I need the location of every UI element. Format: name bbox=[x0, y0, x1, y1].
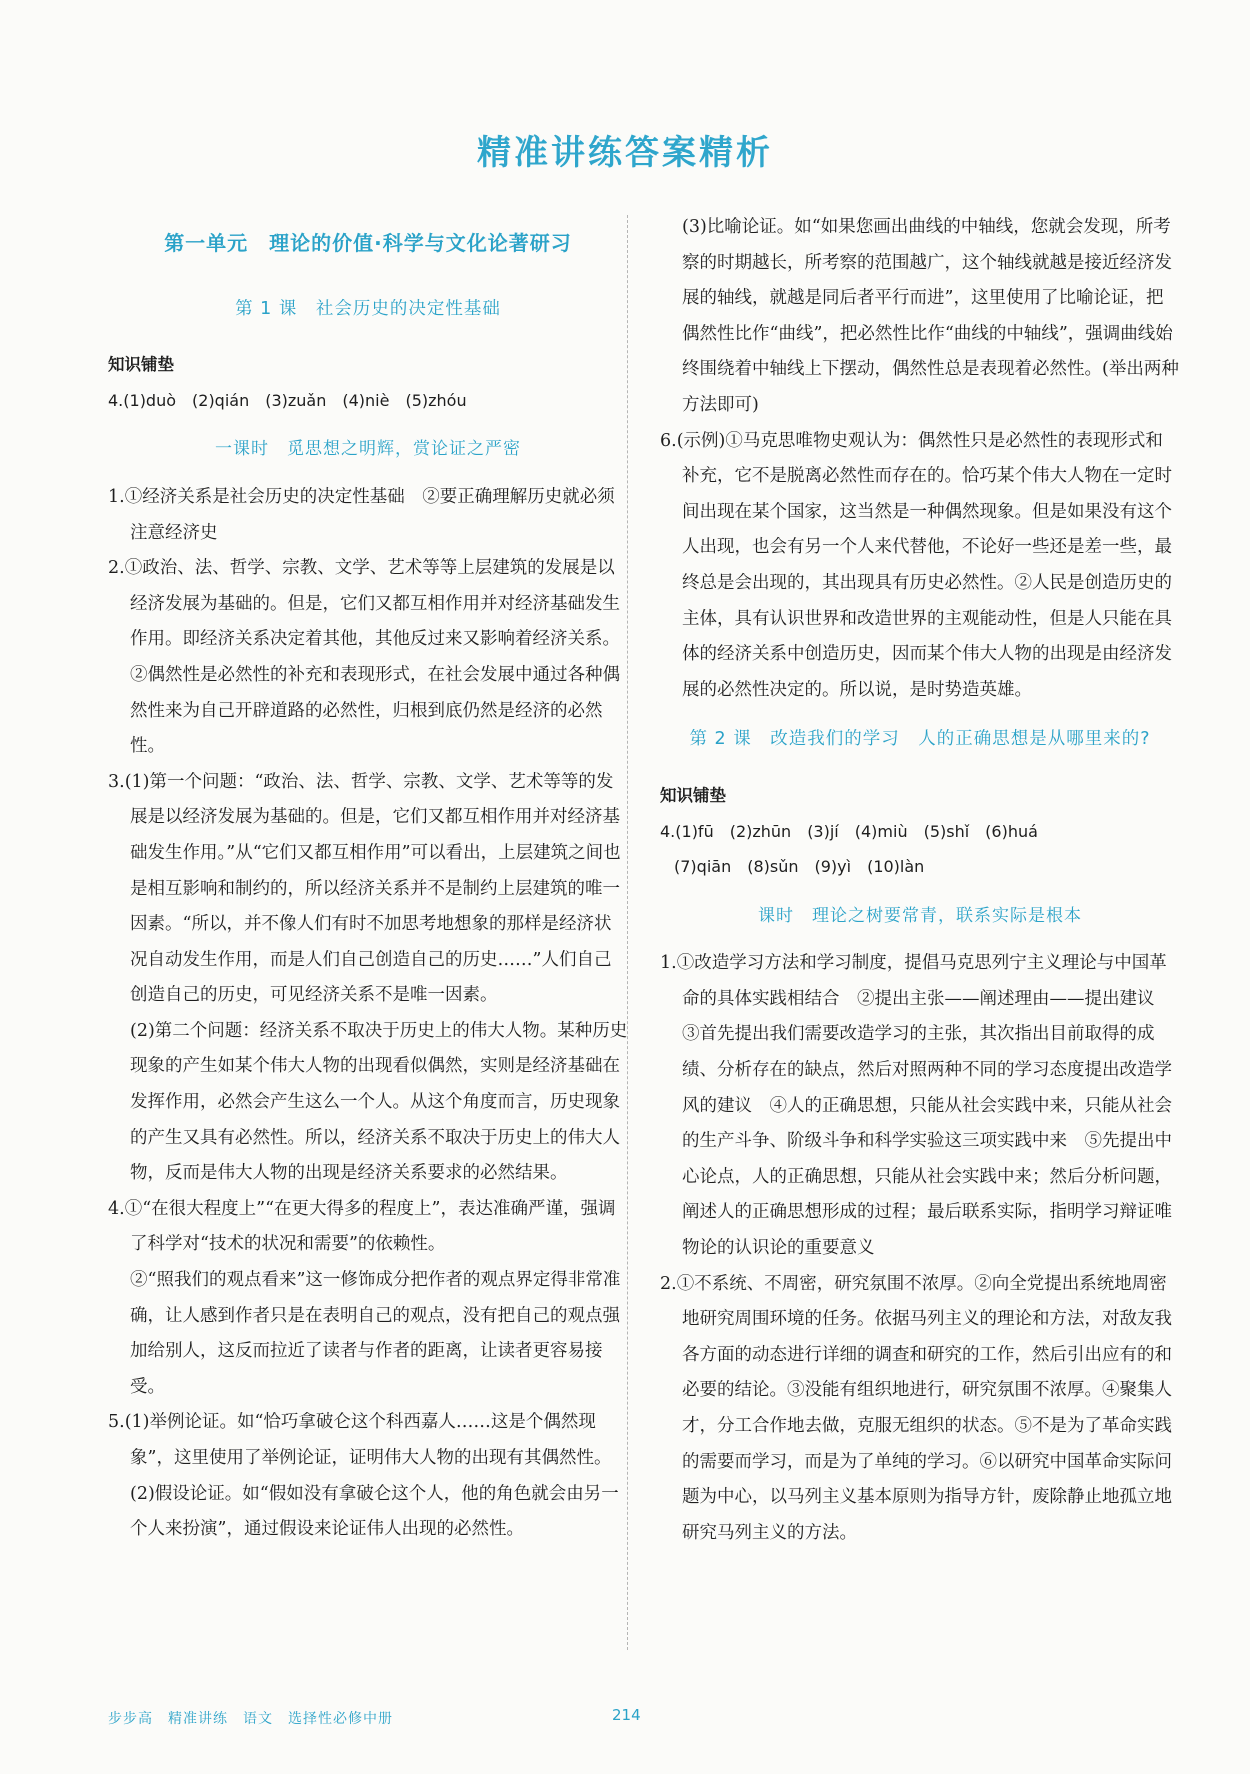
section-heading: 知识铺垫 bbox=[108, 355, 174, 375]
answer-item: 5.(1)举例论证。如“恰巧拿破仑这个科西嘉人……这是个偶然现象”，这里使用了举例论证，证明伟大人物的出现有其偶然性。 bbox=[108, 1412, 612, 1468]
pinyin-answers: 4.(1)fū (2)zhūn (3)jí (4)miù (5)shǐ (6)huá bbox=[660, 821, 1038, 841]
footer-text: 步步高 精准讲练 语文 选择性必修中册 bbox=[108, 1711, 393, 1727]
answer-item: 4.①“在很大程度上”“在更大得多的程度上”，表达准确严谨，强调了科学对“技术的状况和需要”的依赖性。 bbox=[108, 1198, 616, 1255]
unit-title: 第一单元 理论的价值·科学与文化论著研习 bbox=[164, 231, 572, 255]
pinyin-answers: 4.(1)duò (2)qián (3)zuǎn (4)niè (5)zhóu bbox=[108, 390, 467, 410]
answer-item: 3.(1)第一个问题：“政治、法、哲学、宗教、文学、艺术等等的发展是以经济发展为基础的。但是，它们又都互相作用并对经济基础发生作用。”从“它们又都互相作用”可以看出，上层建筑之间也是相互影响和制约的，所以经济关系并不是制约上层建筑的唯一因素。“所以，并不像人们有时不加思考地想象的那样是经济状况自动发生作用，而是人们自己创造自己的历史……”人们自己创造自己的历史，可见经济关系不是唯一因素。 bbox=[108, 771, 621, 1006]
answer-paragraph: (3)比喻论证。如“如果您画出曲线的中轴线，您就会发现，所考察的时期越长，所考察的范围越广，这个轴线就越是接近经济发展的轴线，就越是同后者平行而进”，这里使用了比喻论证，把偶然性比作“曲线”，把必然性比作“曲线的中轴线”，强调曲线始终围绕着中轴线上下摆动，偶然性总是表现着必然性。(举出两种方法即可) bbox=[682, 217, 1179, 415]
page-title: 精准讲练答案精析 bbox=[477, 133, 773, 173]
answer-item: 2.①政治、法、哲学、宗教、文学、艺术等等上层建筑的发展是以经济发展为基础的。但是，它们又都互相作用并对经济基础发生作用。即经济关系决定着其他，其他反过来又影响着经济关系。②偶然性是必然性的补充和表现形式，在社会发展中通过各种偶然性来为自己开辟道路的必然性，归根到底仍然是经济的必然性。 bbox=[108, 558, 620, 757]
answer-item: 1.①经济关系是社会历史的决定性基础 ②要正确理解历史就必须注意经济史 bbox=[108, 486, 615, 543]
answer-paragraph: (2)假设论证。如“假如没有拿破仑这个人，他的角色就会由另一个人来扮演”，通过假设来论证伟人出现的必然性。 bbox=[130, 1483, 619, 1540]
answer-paragraph: (2)第二个问题：经济关系不取决于历史上的伟大人物。某种历史现象的产生如某个伟大人物的出现看似偶然，实则是经济基础在发挥作用，必然会产生这么一个人。从这个角度而言，历史现象的产生又具有必然性。所以，经济关系不取决于历史上的伟大人物，反而是伟大人物的出现是经济关系要求的必然结果。 bbox=[130, 1020, 628, 1184]
lesson-title: 第 1 课 社会历史的决定性基础 bbox=[235, 298, 501, 319]
subsection-title: 课时 理论之树要常青，联系实际是根本 bbox=[758, 905, 1082, 926]
right-column bbox=[660, 210, 1180, 1551]
left-column bbox=[108, 210, 628, 1548]
answer-item: 6.(示例)①马克思唯物史观认为：偶然性只是必然性的表现形式和补充，它不是脱离必然性而存在的。恰巧某个伟大人物在一定时间出现在某个国家，这当然是一种偶然现象。但是如果没有这个人出现，也会有另一个人来代替他，不论好一些还是差一些，最终总是会出现的，其出现具有历史必然性。②人民是创造历史的主体，具有认识世界和改造世界的主观能动性，但是人只能在具体的经济关系中创造历史，因而某个伟大人物的出现是由经济发展的必然性决定的。所以说，是时势造英雄。 bbox=[660, 430, 1172, 700]
answer-item: 1.①改造学习方法和学习制度，提倡马克思列宁主义理论与中国革命的具体实践相结合 ②提出主张——阐述理由——提出建议 ③首先提出我们需要改造学习的主张，其次指出目前取得的成绩、分析存在的缺点，然后对照两种不同的学习态度提出改造学风的建议 ④人的正确思想，只能从社会实践中来，只能从社会的生产斗争、阶级斗争和科学实验这三项实践中来 ⑤先提出中心论点，人的正确思想，只能从社会实践中来；然后分析问题，阐述人的正确思想形成的过程；最后联系实际，指明学习辩证唯物论的认识论的重要意义 bbox=[660, 953, 1172, 1259]
subsection-title: 一课时 觅思想之明辉，赏论证之严密 bbox=[215, 439, 521, 460]
section-heading: 知识铺垫 bbox=[660, 785, 726, 805]
lesson-title: 第 2 课 改造我们的学习 人的正确思想是从哪里来的? bbox=[689, 729, 1151, 750]
answer-paragraph: ②“照我们的观点看来”这一修饰成分把作者的观点界定得非常准确，让人感到作者只是在表明自己的观点，没有把自己的观点强加给别人，这反而拉近了读者与作者的距离，让读者更容易接受。 bbox=[130, 1270, 621, 1397]
answer-item: 2.①不系统、不周密，研究氛围不浓厚。②向全党提出系统地周密地研究周围环境的任务。依据马列主义的理论和方法，对敌友我各方面的动态进行详细的调查和研究的工作，然后引出应有的和必要的结论。③没能有组织地进行，研究氛围不浓厚。④聚集人才，分工合作地去做，克服无组织的状态。⑤不是为了革命实践的需要而学习，而是为了单纯的学习。⑥以研究中国革命实际问题为中心，以马列主义基本原则为指导方针，废除静止地孤立地研究马列主义的方法。 bbox=[660, 1273, 1172, 1543]
pinyin-answers: (7)qiān (8)sǔn (9)yì (10)làn bbox=[674, 857, 925, 877]
page-number: 214 bbox=[612, 1706, 641, 1724]
